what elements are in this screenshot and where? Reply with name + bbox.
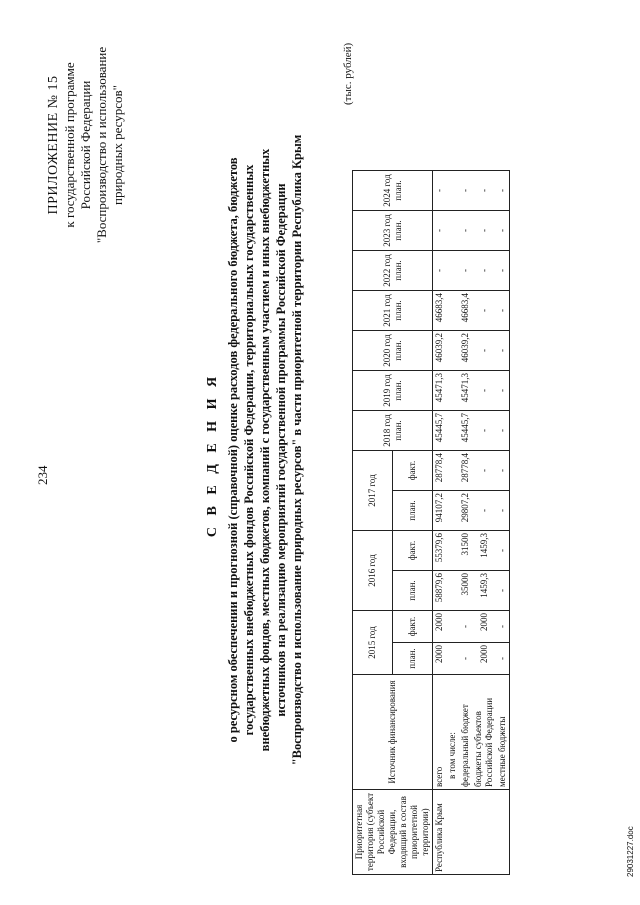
- value-cell: -: [472, 331, 496, 371]
- value-cell: -: [472, 451, 496, 491]
- value-cell: 45445,7: [433, 411, 447, 451]
- value-cell: 46039,2: [459, 331, 472, 371]
- header-2020: 2020 год план.: [353, 331, 433, 371]
- header-2016-fact: факт.: [393, 531, 433, 571]
- value-cell: 46683,4: [433, 291, 447, 331]
- header-2017-fact: факт.: [393, 451, 433, 491]
- value-cell: -: [496, 411, 510, 451]
- source-cell: всего: [433, 675, 447, 790]
- subtitle-line: внебюджетных фондов, местных бюджетов, компаний с государственным участием и иных внебюджетных: [258, 148, 272, 752]
- value-cell: -: [472, 491, 496, 531]
- value-cell: [446, 571, 459, 611]
- value-cell: -: [459, 251, 472, 291]
- value-cell: 2000: [472, 611, 496, 643]
- value-cell: 45445,7: [459, 411, 472, 451]
- value-cell: -: [496, 643, 510, 675]
- value-cell: [446, 211, 459, 251]
- table-row: [433, 171, 447, 875]
- value-cell: -: [459, 611, 472, 643]
- subtitle-line: "Воспроизводство и использование природных ресурсов" в части приоритетной территории Республика Крым: [290, 134, 304, 766]
- annex-line: Российской Федерации: [78, 80, 93, 210]
- value-cell: 94107,2: [433, 491, 447, 531]
- value-cell: 31500: [459, 531, 472, 571]
- value-cell: -: [496, 211, 510, 251]
- table-row: [446, 171, 459, 875]
- value-cell: 46039,2: [433, 331, 447, 371]
- header-2016: 2016 год: [353, 531, 393, 611]
- subtitle-line: о ресурсном обеспечении и прогнозной (справочной) оценке расходов федерального бюджета, бюджетов: [226, 157, 240, 743]
- value-cell: -: [496, 571, 510, 611]
- value-cell: 28778,4: [433, 451, 447, 491]
- value-cell: [446, 531, 459, 571]
- value-cell: -: [472, 171, 496, 211]
- value-cell: -: [496, 171, 510, 211]
- header-territory: Приоритетная территория (субъект Российской Федерации, входящий в состав приоритетной территории): [353, 790, 433, 875]
- table-row: [459, 171, 472, 875]
- annex-line: к государственной программе: [62, 62, 77, 228]
- territory-cell: Республика Крым: [433, 790, 510, 875]
- value-cell: [446, 331, 459, 371]
- value-cell: [446, 171, 459, 211]
- value-cell: -: [496, 611, 510, 643]
- table-row: [496, 171, 510, 875]
- value-cell: -: [496, 491, 510, 531]
- value-cell: -: [472, 291, 496, 331]
- annex-header: [46, 15, 126, 275]
- header-2016-plan: план.: [393, 571, 433, 611]
- value-cell: -: [472, 371, 496, 411]
- value-cell: [446, 411, 459, 451]
- header-2019: 2019 год план.: [353, 371, 433, 411]
- header-2017-plan: план.: [393, 491, 433, 531]
- value-cell: 2000: [472, 643, 496, 675]
- value-cell: 45471,3: [459, 371, 472, 411]
- value-cell: [446, 251, 459, 291]
- value-cell: -: [433, 171, 447, 211]
- header-2022: 2022 год план.: [353, 251, 433, 291]
- table-body: [433, 171, 510, 875]
- source-cell: бюджеты субъектов Российской Федерации: [472, 675, 496, 790]
- unit-label: (тыс. рублей): [342, 42, 354, 105]
- value-cell: -: [496, 371, 510, 411]
- source-cell: в том числе:: [446, 675, 459, 790]
- value-cell: -: [472, 211, 496, 251]
- value-cell: -: [496, 531, 510, 571]
- value-cell: -: [472, 251, 496, 291]
- value-cell: [446, 643, 459, 675]
- value-cell: -: [459, 211, 472, 251]
- annex-line: природных ресурсов": [110, 85, 125, 206]
- header-2015-plan: план.: [393, 643, 433, 675]
- value-cell: 29807,2: [459, 491, 472, 531]
- document-subtitle: [225, 105, 305, 795]
- table-row: [472, 171, 496, 875]
- value-cell: 45471,3: [433, 371, 447, 411]
- value-cell: -: [459, 643, 472, 675]
- value-cell: 1459,3: [472, 531, 496, 571]
- funding-table: [352, 170, 510, 875]
- header-2015-fact: факт.: [393, 611, 433, 643]
- value-cell: 1459,3: [472, 571, 496, 611]
- document-title: С В Е Д Е Н И Я: [205, 372, 220, 538]
- value-cell: [446, 611, 459, 643]
- subtitle-line: источников на реализацию мероприятий государственной программы Российской Федерации: [274, 183, 288, 717]
- value-cell: -: [433, 251, 447, 291]
- source-cell: федеральный бюджет: [459, 675, 472, 790]
- value-cell: [446, 451, 459, 491]
- header-2021: 2021 год план.: [353, 291, 433, 331]
- header-2023: 2023 год план.: [353, 211, 433, 251]
- value-cell: 46683,4: [459, 291, 472, 331]
- value-cell: -: [496, 291, 510, 331]
- value-cell: 28778,4: [459, 451, 472, 491]
- document-id: 29031227.doc: [626, 826, 635, 877]
- header-2024: 2024 год план.: [353, 171, 433, 211]
- value-cell: 35000: [459, 571, 472, 611]
- header-2015: 2015 год: [353, 611, 393, 675]
- header-2017: 2017 год: [353, 451, 393, 531]
- value-cell: [446, 371, 459, 411]
- value-cell: 55379,6: [433, 531, 447, 571]
- header-source: Источник финансирования: [353, 675, 433, 790]
- annex-line: "Воспроизводство и использование: [94, 46, 109, 244]
- value-cell: -: [472, 411, 496, 451]
- subtitle-line: государственных внебюджетных фондов Российской Федерации, территориальных государственных: [242, 164, 256, 736]
- source-cell: местные бюджеты: [496, 675, 510, 790]
- value-cell: 58879,6: [433, 571, 447, 611]
- value-cell: -: [459, 171, 472, 211]
- annex-number: ПРИЛОЖЕНИЕ № 15: [46, 75, 61, 215]
- value-cell: [446, 491, 459, 531]
- value-cell: -: [496, 331, 510, 371]
- value-cell: -: [496, 451, 510, 491]
- value-cell: 2000: [433, 611, 447, 643]
- header-2018: 2018 год план.: [353, 411, 433, 451]
- value-cell: 2000: [433, 643, 447, 675]
- value-cell: -: [433, 211, 447, 251]
- page-number: 234: [35, 465, 50, 485]
- value-cell: [446, 291, 459, 331]
- value-cell: -: [496, 251, 510, 291]
